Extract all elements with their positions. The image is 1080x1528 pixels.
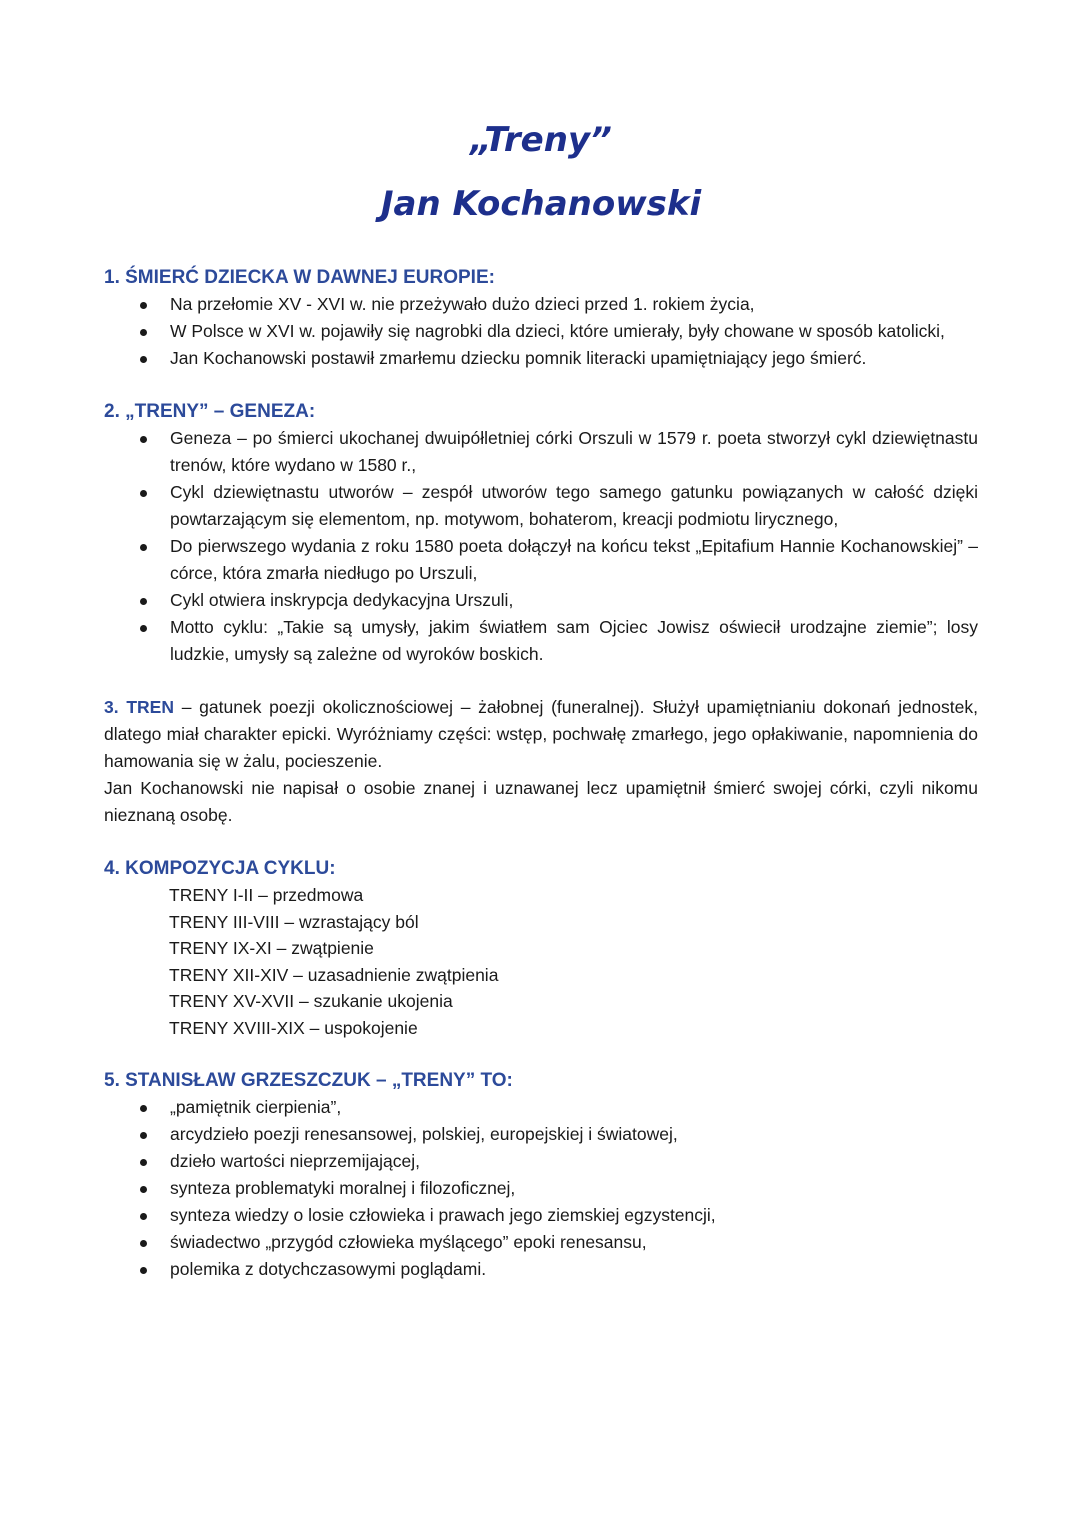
- bullet-icon: [140, 625, 147, 632]
- list-item: Cykl otwiera inskrypcja dedykacyjna Urszuli,: [104, 587, 978, 614]
- bullet-icon: [140, 436, 147, 443]
- list-item: polemika z dotychczasowymi poglądami.: [104, 1256, 978, 1283]
- bullet-icon: [140, 1240, 147, 1247]
- list-item: Cykl dziewiętnastu utworów – zespół utworów tego samego gatunku powiązanych w całość dzięki powtarzającym się elementom, np. motywom, bohaterom, kreacji podmiotu lirycznego,: [104, 479, 978, 533]
- list-item: Na przełomie XV - XVI w. nie przeżywało dużo dzieci przed 1. rokiem życia,: [104, 291, 978, 318]
- list-item: świadectwo „przygód człowieka myślącego” epoki renesansu,: [104, 1229, 978, 1256]
- section-3-heading: 3. TREN: [104, 697, 174, 717]
- bullet-icon: [140, 356, 147, 363]
- list-item: dzieło wartości nieprzemijającej,: [104, 1148, 978, 1175]
- bullet-icon: [140, 1159, 147, 1166]
- section-4-list: [104, 882, 978, 1041]
- section-3-paragraph: [104, 694, 978, 775]
- title-line-2: Jan Kochanowski: [380, 184, 702, 224]
- list-item: TRENY XV-XVII – szukanie ukojenia: [169, 991, 453, 1011]
- list-item: Geneza – po śmierci ukochanej dwuipółletniej córki Orszuli w 1579 r. poeta stworzył cykl dziewiętnastu trenów, które wydano w 1580 r.,: [104, 425, 978, 479]
- section-3-paragraph-2: Jan Kochanowski nie napisał o osobie znanej i uznawanej lecz upamiętnił śmierć swojej córki, czyli nikomu nieznaną osobę.: [104, 778, 978, 825]
- document-page: [104, 110, 978, 1283]
- section-5-list: [104, 1094, 978, 1283]
- section-3-text: – gatunek poezji okolicznościowej – żałobnej (funeralnej). Służył upamiętnianiu dokonań jednostek, dlatego miał charakter epicki. Wyróżniamy części: wstęp, pochwałę zmarłego, jego opłakiwanie, napomnienia do hamowania się w żalu, pocieszenie.: [104, 697, 978, 771]
- section-2-heading: 2. „TRENY” – GENEZA:: [104, 401, 316, 422]
- bullet-icon: [140, 544, 147, 551]
- section-4-heading: 4. KOMPOZYCJA CYKLU:: [104, 858, 336, 879]
- list-item: TRENY XVIII-XIX – uspokojenie: [169, 1017, 418, 1038]
- bullet-icon: [140, 490, 147, 497]
- bullet-icon: [140, 329, 147, 336]
- bullet-icon: [140, 1267, 147, 1274]
- list-item: TRENY XII-XIV – uzasadnienie zwątpienia: [169, 964, 499, 985]
- bullet-icon: [140, 1132, 147, 1139]
- list-item: TRENY IX-XI – zwątpienie: [169, 938, 374, 958]
- list-item: TRENY III-VIII – wzrastający ból: [169, 911, 419, 932]
- bullet-icon: [140, 1213, 147, 1220]
- list-item: synteza problematyki moralnej i filozoficznej,: [104, 1175, 978, 1202]
- title-line-1: „Treny”: [470, 120, 612, 160]
- list-item: arcydzieło poezji renesansowej, polskiej, europejskiej i światowej,: [104, 1121, 978, 1148]
- bullet-icon: [140, 1105, 147, 1112]
- list-item: „pamiętnik cierpienia”,: [104, 1094, 978, 1121]
- section-5-heading: 5. STANISŁAW GRZESZCZUK – „TRENY” TO:: [104, 1070, 513, 1091]
- bullet-icon: [140, 1186, 147, 1193]
- section-1-heading: 1. ŚMIERĆ DZIECKA W DAWNEJ EUROPIE:: [104, 267, 495, 288]
- list-item: Jan Kochanowski postawił zmarłemu dziecku pomnik literacki upamiętniający jego śmierć.: [104, 345, 978, 372]
- list-item: W Polsce w XVI w. pojawiły się nagrobki dla dzieci, które umierały, były chowane w sposób katolicki,: [104, 318, 978, 345]
- list-item: synteza wiedzy o losie człowieka i prawach jego ziemskiej egzystencji,: [104, 1202, 978, 1229]
- list-item: TRENY I-II – przedmowa: [169, 885, 364, 905]
- list-item: Do pierwszego wydania z roku 1580 poeta dołączył na końcu tekst „Epitafium Hannie Kochanowskiej” – córce, która zmarła niedługo po Urszuli,: [104, 533, 978, 587]
- section-2-list: [104, 425, 978, 668]
- bullet-icon: [140, 302, 147, 309]
- bullet-icon: [140, 598, 147, 605]
- list-item: Motto cyklu: „Takie są umysły, jakim światłem sam Ojciec Jowisz oświecił urodzajne ziemie”; losy ludzkie, umysły są zależne od wyroków boskich.: [104, 614, 978, 668]
- document-title: [104, 110, 978, 234]
- section-1-list: [104, 291, 978, 372]
